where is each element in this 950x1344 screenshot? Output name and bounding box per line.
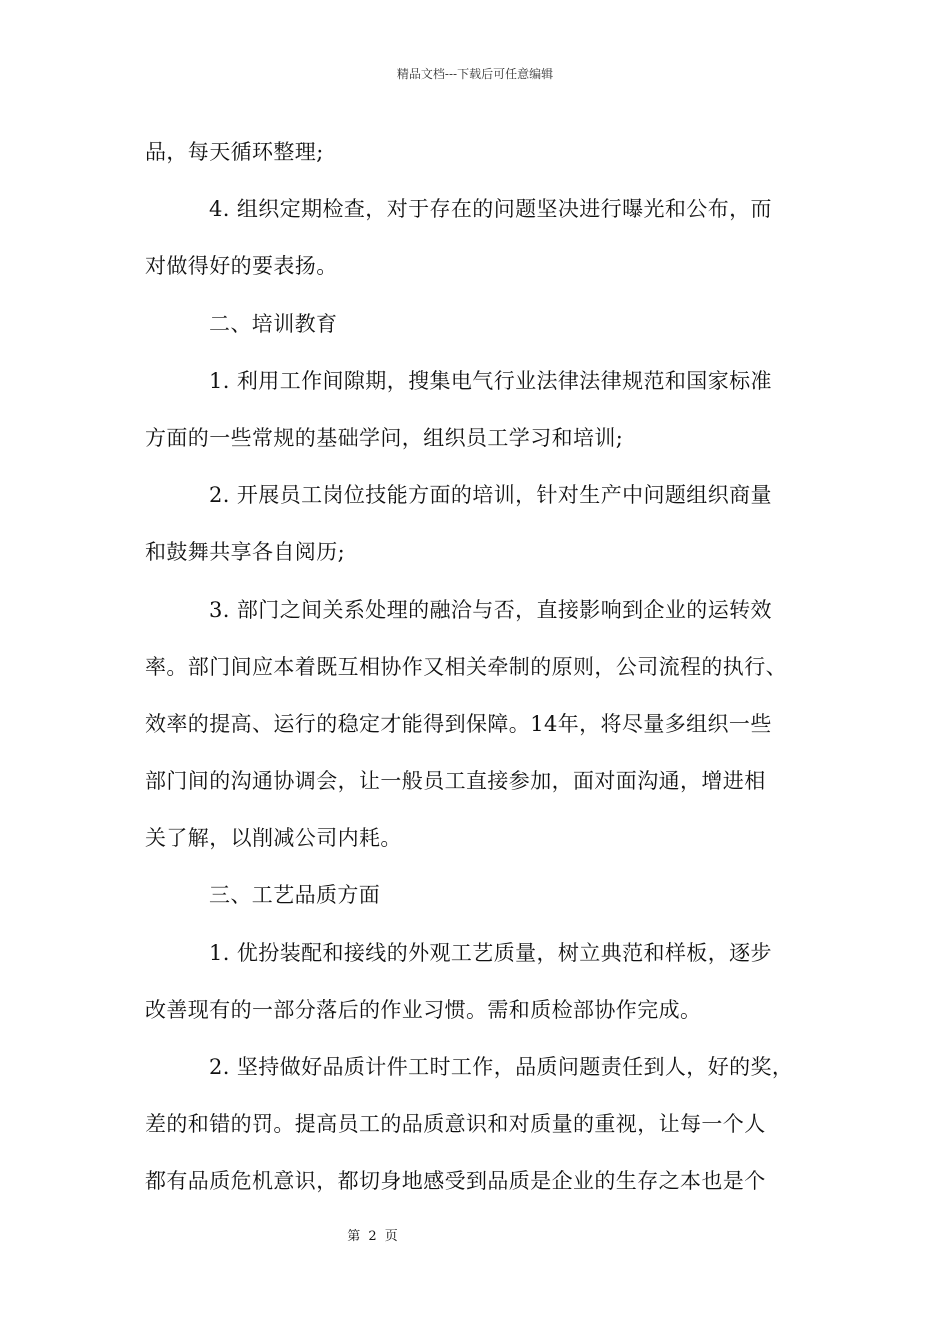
document-body (145, 132, 820, 1219)
text-line: 1. 优扮装配和接线的外观工艺质量，树立典范和样板，逐步 (209, 940, 772, 965)
text-line: 都有品质危机意识，都切身地感受到品质是企业的生存之本也是个 (145, 1169, 766, 1194)
text-line: 改善现有的一部分落后的作业习惯。需和质检部协作完成。 (145, 997, 702, 1022)
section-heading: 三、工艺品质方面 (209, 883, 381, 908)
text-line: 和鼓舞共享各自阅历; (145, 540, 346, 565)
text-line: 2. 开展员工岗位技能方面的培训，针对生产中问题组织商量 (209, 483, 772, 508)
text-line: 2. 坚持做好品质计件工时工作，品质问题责任到人，好的奖， (209, 1055, 794, 1079)
text-line: 差的和错的罚。提高员工的品质意识和对质量的重视，让每一个人 (145, 1112, 766, 1137)
text-line: 关了解，以削减公司内耗。 (145, 826, 402, 851)
text-line: 方面的一些常规的基础学问，组织员工学习和培训; (145, 425, 624, 450)
text-line: 部门间的沟通协调会，让一般员工直接参加，面对面沟通，增进相 (145, 769, 766, 794)
text-line: 对做得好的要表扬。 (145, 254, 338, 279)
text-line: 3. 部门之间关系处理的融洽与否，直接影响到企业的运转效 (209, 597, 772, 622)
text-line: 率。部门间应本着既互相协作又相关牵制的原则，公司流程的执行、 (145, 654, 787, 679)
section-heading: 二、培训教育 (209, 311, 338, 336)
page-number: 第 2 页 (347, 1229, 398, 1244)
page-header: 精品文档---下载后可任意编辑 (396, 67, 554, 81)
text-line: 1. 利用工作间隙期，搜集电气行业法律法律规范和国家标准 (209, 368, 772, 393)
text-line: 品，每天循环整理; (145, 140, 324, 164)
text-line: 4. 组织定期检查，对于存在的问题坚决进行曝光和公布，而 (209, 197, 772, 222)
text-line: 效率的提高、运行的稳定才能得到保障。14年，将尽量多组织一些 (145, 711, 772, 736)
